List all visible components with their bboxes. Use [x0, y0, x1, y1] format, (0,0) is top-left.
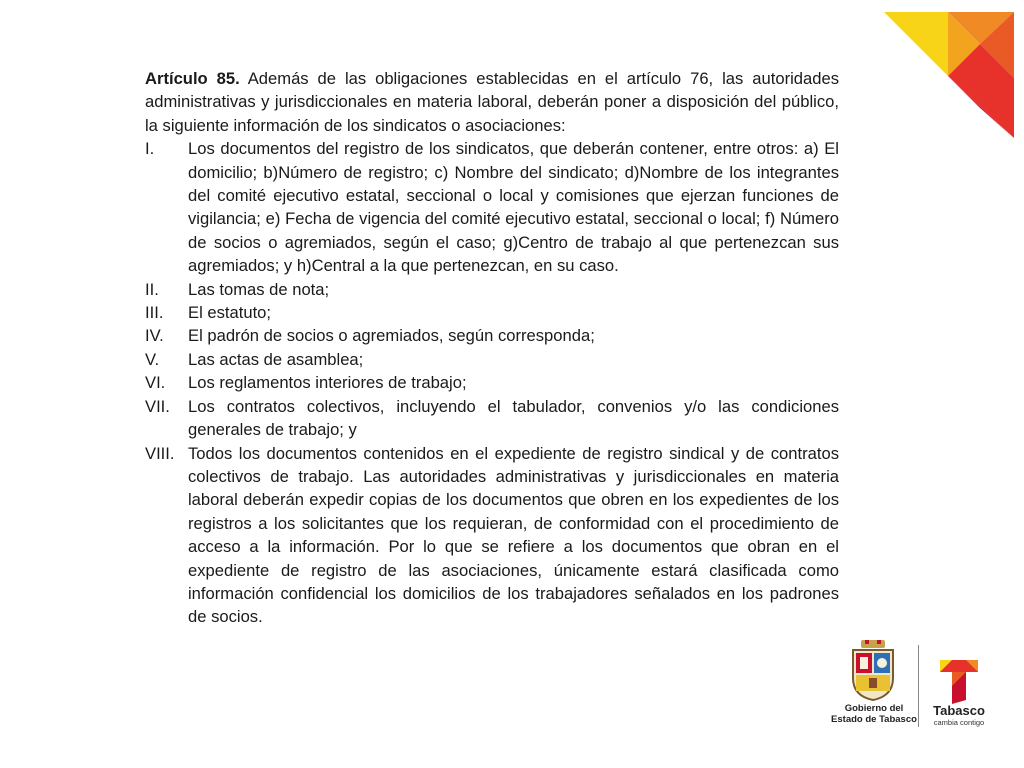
brand-slogan: cambia contigo [933, 718, 985, 727]
logo-divider [918, 645, 919, 727]
list-item [145, 278, 839, 301]
item-number: IV. [145, 326, 164, 346]
list-item [145, 301, 839, 324]
item-number: III. [145, 303, 164, 323]
list-item [145, 324, 839, 347]
item-text: Los reglamentos interiores de trabajo; [188, 373, 467, 393]
item-text: Los documentos del registro de los sindicatos, que deberán contener, entre otros: a) El domicilio; b)Número de registro; c) Nombre del sindicato; d)Nombre de los integrantes del comité ejecutivo estatal, seccional o local y comisiones que ejerzan funciones de vigilancia; e) Fecha de vigencia del comité ejecutivo estatal, seccional o local; f) Número de socios o agremiados, según el caso; g)Centro de trabajo al que pertenezcan sus agremiados; y h)Central a la que pertenezcan, en su caso. [188, 139, 839, 276]
list-item [145, 371, 839, 394]
gobierno-name-line2: Estado de Tabasco [831, 714, 917, 725]
item-number: VI. [145, 373, 166, 393]
list-item [145, 442, 839, 629]
item-text: Las tomas de nota; [188, 279, 330, 299]
item-number: VIII. [145, 443, 175, 463]
article-heading: Artículo 85. [145, 69, 240, 88]
list-item [145, 348, 839, 371]
list-item [145, 395, 839, 442]
brand-name: Tabasco [933, 703, 985, 718]
article-intro-text: Además de las obligaciones establecidas en el artículo 76, las autoridades administrativas y jurisdiccionales en materia laboral, deberán poner a disposición del público, la siguiente información de los sindicatos o asociaciones: [145, 69, 839, 135]
tabasco-brand-logo [924, 660, 994, 730]
item-text: Todos los documentos contenidos en el expediente de registro sindical y de contratos colectivos de trabajo. Las autoridades administrativas y jurisdiccionales en materia laboral deberán expedir copias de los documentos que obren en los expedientes de los registros a los solicitantes que los requieran, de conformidad con el procedimiento de acceso a la información. Por lo que se refiere a los documentos que obran en el expediente de registro de las asociaciones, únicamente estará clasificada como información confidencial los domicilios de los trabajadores señalados en los padrones de socios. [188, 443, 839, 627]
gobierno-name-line1: Gobierno del [844, 703, 904, 714]
article-85 [145, 67, 839, 629]
item-number: I. [145, 139, 155, 159]
gobierno-logo [822, 640, 926, 728]
item-number: II. [145, 279, 159, 299]
tabasco-t-logo [940, 660, 978, 704]
item-text: El padrón de socios o agremiados, según corresponda; [188, 326, 595, 346]
item-number: V. [145, 349, 160, 369]
tabasco-coat-of-arms [847, 640, 899, 702]
item-number: VII. [145, 396, 170, 416]
item-text: El estatuto; [188, 303, 272, 323]
corner-triangles-graphic [884, 12, 1014, 142]
article-items-list [145, 137, 839, 629]
item-text: Los contratos colectivos, incluyendo el tabulador, convenios y/o las condiciones generales de trabajo; y [188, 396, 839, 440]
list-item [145, 137, 839, 277]
item-text: Las actas de asamblea; [188, 349, 364, 369]
article-intro [145, 67, 839, 137]
